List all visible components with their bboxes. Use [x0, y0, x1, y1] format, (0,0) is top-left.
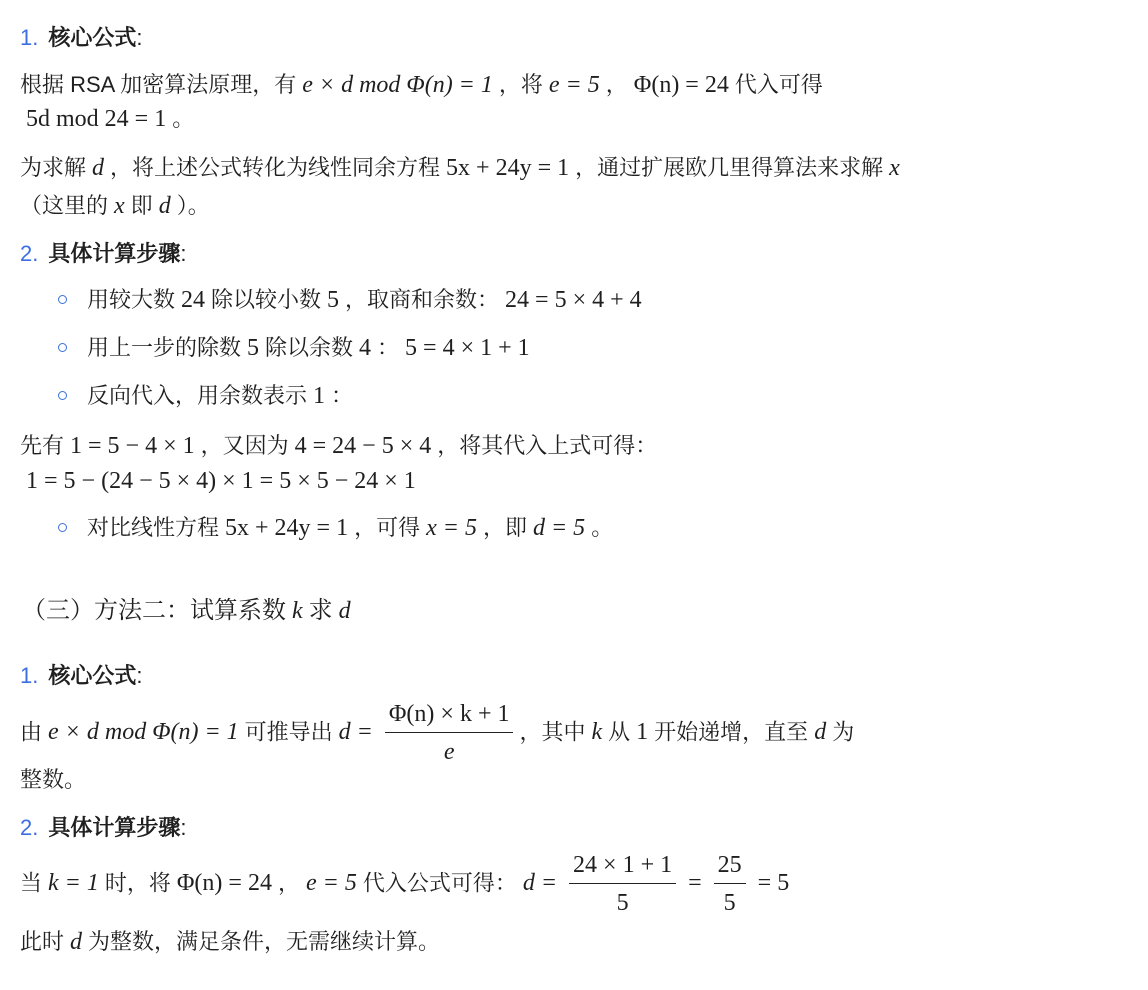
- math: 1 = 5 − 4 × 1: [70, 433, 195, 459]
- math: d: [338, 598, 351, 624]
- math: 4 = 24 − 5 × 4: [294, 433, 432, 459]
- math: 5d mod 24 = 1: [26, 106, 167, 132]
- text: ，通过扩展欧几里得算法来求解: [575, 155, 884, 180]
- paragraph-cont: [20, 191, 210, 221]
- list-number: 2.: [20, 815, 39, 840]
- text: ，: [277, 870, 300, 896]
- math: x: [889, 155, 900, 181]
- text: 除以较小数: [211, 287, 322, 312]
- item-title: 具体计算步骤: [48, 241, 181, 266]
- list-item-core-formula: [20, 661, 143, 691]
- text: 此时: [20, 929, 65, 954]
- math: x = 5: [426, 515, 477, 541]
- text: ，将: [498, 72, 543, 97]
- denominator: e: [443, 739, 455, 765]
- text: 除以余数: [265, 335, 354, 360]
- text: 代入可得: [734, 72, 823, 97]
- math: e × d mod Φ(n) = 1: [302, 72, 493, 98]
- numerator: 24 × 1 + 1: [569, 851, 676, 884]
- bullet-item: [58, 381, 353, 411]
- text: ，将上述公式转化为线性同余方程: [110, 155, 441, 180]
- math: 5: [247, 335, 260, 361]
- math: d: [158, 193, 171, 219]
- bullet-item: [58, 513, 613, 543]
- text: 即: [130, 193, 153, 218]
- text: 求: [308, 597, 333, 624]
- text: 对比线性方程: [87, 515, 220, 540]
- text: ，取商和余数：: [345, 287, 500, 312]
- paragraph: [20, 153, 906, 183]
- text: 用上一步的除数: [87, 335, 242, 360]
- item-title: 核心公式: [48, 663, 137, 688]
- math: d: [92, 155, 105, 181]
- denominator: 5: [723, 890, 736, 916]
- math: Φ(n) = 24: [633, 72, 729, 98]
- math: 5 = 4 × 1 + 1: [405, 335, 530, 361]
- math: 5: [327, 287, 340, 313]
- text: 整数。: [20, 767, 87, 792]
- fraction: [385, 700, 514, 767]
- bullet-item: [58, 285, 648, 315]
- text: 为求解: [20, 155, 87, 180]
- math: k = 1: [48, 870, 99, 897]
- paragraph: [20, 70, 823, 100]
- text: 。: [591, 515, 614, 540]
- math: 5x + 24y = 1: [225, 515, 349, 541]
- math: = 5: [757, 870, 790, 897]
- text: 用较大数: [87, 287, 176, 312]
- list-item-steps: [20, 239, 187, 269]
- paragraph-cont: [20, 104, 194, 134]
- text: 代入公式可得：: [362, 870, 517, 896]
- bullet-icon: [58, 391, 67, 400]
- math: d: [814, 719, 827, 746]
- text: 时，将: [104, 870, 171, 896]
- math: x: [114, 193, 125, 219]
- paragraph: [20, 431, 657, 461]
- math: d =: [522, 870, 558, 897]
- text: （三）方法二：试算系数: [22, 597, 286, 624]
- fraction: [569, 851, 676, 918]
- text: 先有: [20, 433, 65, 458]
- math: 4: [359, 335, 372, 361]
- paragraph: [20, 851, 795, 918]
- text: ，可得: [354, 515, 421, 540]
- bullet-item: [58, 333, 536, 363]
- text: ，: [605, 72, 628, 97]
- math: =: [688, 870, 702, 897]
- paragraph: [20, 700, 854, 767]
- text: 开始递增，直至: [654, 719, 809, 745]
- numerator: Φ(n) × k + 1: [385, 700, 514, 733]
- bullet-icon: [58, 295, 67, 304]
- item-title: 核心公式: [48, 25, 137, 50]
- bullet-icon: [58, 523, 67, 532]
- math: 24 = 5 × 4 + 4: [505, 287, 642, 313]
- item-title: 具体计算步骤: [48, 815, 181, 840]
- math: 1 = 5 − (24 − 5 × 4) × 1 = 5 × 5 − 24 × 1: [26, 468, 416, 494]
- list-number: 1.: [20, 25, 39, 50]
- text: ，又因为: [200, 433, 289, 458]
- text: 根据 RSA 加密算法原理，有: [20, 72, 297, 97]
- text: ：: [377, 335, 400, 360]
- math: 1: [636, 719, 649, 746]
- text: ：: [331, 383, 354, 408]
- math: Φ(n) = 24: [176, 870, 272, 897]
- math: e = 5: [305, 870, 357, 897]
- colon: :: [180, 241, 187, 266]
- numerator: 25: [714, 851, 746, 884]
- text: 当: [20, 870, 43, 896]
- list-item-core-formula: [20, 23, 143, 53]
- math: d: [70, 929, 83, 955]
- paragraph: [20, 927, 440, 957]
- list-item-steps: [20, 813, 187, 843]
- text: ，将其代入上式可得：: [437, 433, 658, 458]
- text: ）。: [176, 193, 210, 218]
- colon: :: [180, 815, 187, 840]
- math: 1: [313, 383, 326, 409]
- text: 为整数，满足条件，无需继续计算。: [88, 929, 441, 954]
- math: d =: [338, 719, 373, 746]
- text: 由: [20, 719, 43, 745]
- text: ，其中: [519, 719, 586, 745]
- paragraph-cont: [20, 466, 422, 496]
- text: 可推导出: [244, 719, 333, 745]
- list-number: 1.: [20, 663, 39, 688]
- text: 为: [832, 719, 855, 745]
- math: k: [292, 598, 303, 624]
- math: d = 5: [532, 515, 586, 541]
- colon: :: [136, 663, 143, 688]
- text: ，即: [482, 515, 527, 540]
- list-number: 2.: [20, 241, 39, 266]
- fraction: [714, 851, 746, 918]
- math: k: [591, 719, 603, 746]
- section-heading: [22, 596, 357, 626]
- denominator: 5: [616, 890, 629, 916]
- math: 24: [181, 287, 206, 313]
- colon: :: [136, 25, 143, 50]
- math: e × d mod Φ(n) = 1: [48, 719, 239, 746]
- text: 反向代入，用余数表示: [87, 383, 308, 408]
- text: （这里的: [20, 193, 109, 218]
- text: 从: [608, 719, 631, 745]
- bullet-icon: [58, 343, 67, 352]
- math: 5x + 24y = 1: [446, 155, 570, 181]
- math: e = 5: [548, 72, 600, 98]
- text: 。: [172, 106, 195, 131]
- paragraph-cont: [20, 765, 86, 795]
